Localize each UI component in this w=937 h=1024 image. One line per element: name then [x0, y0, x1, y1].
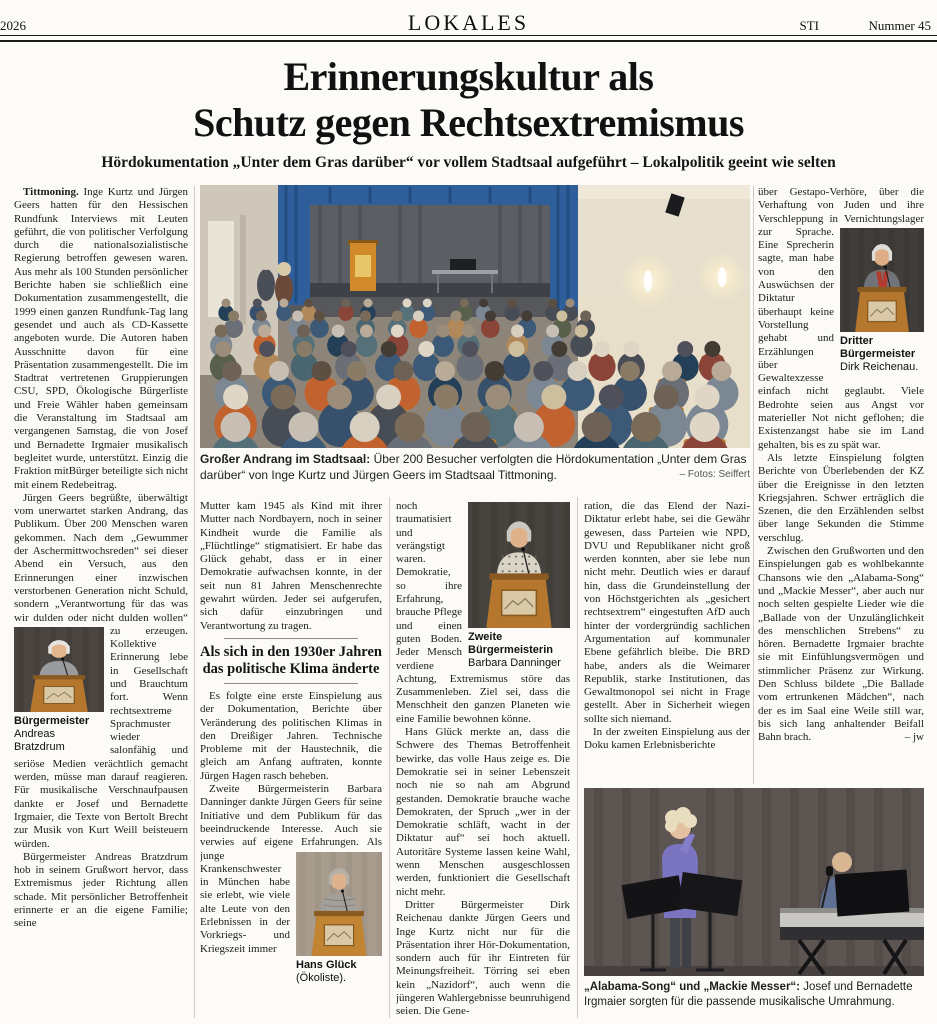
musicians-photo-illustration	[584, 788, 924, 976]
column-rule	[577, 497, 578, 1018]
speaker-portrait-illustration	[14, 627, 104, 712]
paragraph-text: Jürgen Geers begrüßte, überwältigt vom unerwartet starken Andrang, das Publikum. Über 200 Menschen waren gekommen. Nach dem „Gewummer der Aschermittwochsreden“ sei dieser Abend ein Versuch, aus den Erinnerungen einer inzwischen verstorbenen Generation nicht Schuld, sondern „Verantwortung für das was wir dulden oder nicht	[14, 491, 188, 624]
body-paragraph: Dritter Bürgermeister Dirk Reichenau dankte Jürgen Geers und Inge Kurtz nicht nur für die Präsentation ihrer Hör-Dokumentation, sondern auch für ihr Eintreten für Meinungsfreiheit. Törring sei eben kein „Nazidorf“, auch wenn die jüngeren Wahlergebnisse beunruhigend seien. Die Gene-	[396, 898, 570, 1018]
caption-role: Zweite Bürgermeisterin	[468, 631, 553, 656]
column-3	[396, 500, 570, 1020]
paragraph-text: Zwischen den Grußworten und den Einspielungen gab es wohlbekannte Chansons wie den „Alabama-Song“ und „Mackie Messer“, aber auch nur noch selten gespielte Lieder wie die „Ballade von der Unzulänglichkeit des menschlichen Strebens“ zu hören. Bernadette Irgmaier brachte sie mit Einfühlungsvermögen und stimmlicher Präsenz zur Wirkung. Den Schluss bildete „Die Ballade vom ertrunkenen Mädchen“, nach der es im Saal eine Weile still war, bis sich lang anhaltender Beifall Bahn brach.	[758, 545, 924, 744]
bottom-photo-musicians	[584, 788, 924, 976]
column-rule	[194, 186, 195, 1018]
audience-photo-illustration	[200, 185, 750, 448]
dateline: Tittmoning.	[23, 186, 79, 198]
caption-role: Dritter Bürgermeister	[840, 334, 916, 360]
photo-caption	[840, 335, 924, 374]
column-1	[14, 186, 188, 1020]
caption-lead: „Alabama-Song“ und „Mackie Messer“:	[584, 981, 800, 993]
crosshead-title: Als sich in den 1930er Jahren das politische Klima änderte	[200, 643, 382, 677]
paragraph-text: dulden wollen“ zu erzeugen. Kollektive Erinnerung lebe in Gesellschaft und Brauchtum fort. Wenn rechtsextreme Sprachmuster wieder salonfähig und seriöse Medien verächtlich gemacht werden, müsse man darauf reagieren. Für musikalische Verschnaufpausen dankte er Josef und Bernadette Irgmaier, die Texte von Bertolt Brecht zur Musik von Kurt Weill beisteuern würden.	[14, 611, 188, 850]
body-paragraph	[14, 492, 188, 851]
header-rule-bottom	[0, 40, 937, 42]
body-paragraph: Hans Glück merkte an, dass die Schwere des Themas Betroffenheit bewirke, das volle Haus zeige es. Die Demokratie sei in seiner Lebenszeit noch nie so nah am Abgrund gestanden. Demokratie brauche wache Demokraten, der Spruch „wer in der Demokratie schläft, wacht in der Diktatur auf“ sei hoch aktuell. Autoritäre Systeme lassen keine Wahl, wenn Menschen ausgeschlossen werden, funktioniert die Gesellschaft nicht mehr.	[396, 726, 570, 898]
caption-role: Bürgermeister	[14, 714, 90, 727]
headline-line1: Erinnerungskultur als	[283, 54, 654, 99]
main-photo-caption	[200, 452, 750, 483]
body-paragraph: ration, die das Elend der Nazi-Diktatur erlebt habe, sei die Gewähr gewesen, dass Parteien wie NPD, DVU und Republikaner nicht groß werden konnten, aber sie lebe nun nicht mehr. Deutlich wies er darauf hin, dass die Grundeinstellung der von Höchstgerichten als „gesichert rechtsextrem“ eingestuften AfD auch hinter der vordergründig sachlichen Argumentation auf kommunaler Ebene gefährlich bleibe. Die BRD habe, anders als die Weimarer Republik, starke Institutionen, das Gewaltmonopol sei nicht in Frage gestellt. Aber in Sicherheit wiegen sollte sich niemand.	[584, 500, 750, 725]
caption-lead: Großer Andrang im Stadtsaal:	[200, 452, 371, 466]
photo-dirk-reichenau	[840, 228, 924, 374]
photo-caption	[14, 715, 104, 754]
header-rule-top	[0, 35, 937, 36]
photo-caption	[296, 959, 382, 985]
photo-andreas-bratzdrum	[14, 627, 104, 754]
body-paragraph	[396, 500, 570, 726]
body-paragraph: Als letzte Einspielung folgten Berichte von Überlebenden der KZ über die Ereignisse in den letzten Kriegsjahren. Schwer erträglich die Szenen, die den Erzählenden selbst über lange Sekunden die Stimme verschlug.	[758, 451, 924, 544]
column-rule	[753, 186, 754, 784]
body-paragraph	[200, 783, 382, 984]
body-paragraph: Mutter kam 1945 als Kind mit ihrer Mutter nach Nordbayern, noch in seiner Kindheit wurde die Familie als „Flüchtlinge“ stigmatisiert. Er habe das Glück gehabt, dass er in einer Demokratie aufwachsen konnte, in der seit nun 81 Jahren Menschenrechte gewahrt würden. Jeder sei aufgerufen, sich dafür einzubringen und Verantwortung zu tragen.	[200, 500, 382, 632]
paragraph-text: noch traumatisiert und verängstigt waren. Demokratie, so ihre Erfahrung, brauche Pflege und einen guten Boden. Jeder Mensch verdiene Achtung, Extremismus störe das Zusammenleben. Ziel sei, dass die Menschheit den ganzen Planeten wie eine Familie bewohnen könne.	[396, 500, 570, 725]
column-rule	[389, 497, 390, 1018]
caption-name: Andreas Bratzdrum	[14, 727, 65, 753]
photo-credit: – Fotos: Seiffert	[679, 468, 750, 480]
author-initials: – jw	[904, 731, 924, 744]
main-photo-audience	[200, 185, 750, 448]
caption-name: Dirk Reichenau.	[840, 360, 919, 373]
caption-text: Über 200 Besucher verfolgten die Hördokumentation „Unter dem Gras darüber“ von Inge Kurtz und Jürgen Geers im Stadtsaal Tittmoning.	[200, 452, 747, 482]
paper-code: STI	[799, 18, 819, 33]
body-paragraph	[758, 186, 924, 452]
caption-role: (Ökoliste).	[296, 971, 347, 984]
crosshead-rule	[224, 683, 359, 684]
body-paragraph	[758, 545, 924, 744]
article-headline	[0, 54, 937, 146]
speaker-portrait-illustration	[468, 502, 570, 628]
body-paragraph: Es folgte eine erste Einspielung aus der Dokumentation, Berichte über Veränderung des politischen Klimas in den Dreißiger Jahren. Technische Probleme mit der Haustechnik, die gleich am Anfang auftraten, konnte Jürgen Hagen rasch beheben.	[200, 689, 382, 782]
caption-name: Hans Glück	[296, 958, 357, 971]
photo-caption	[468, 631, 570, 670]
caption-name: Barbara Danninger	[468, 657, 561, 669]
speaker-portrait-illustration	[296, 852, 382, 956]
paragraph-text: Als junge Krankenschwester in München habe sie erlebt, wie viele alte Leute von den Erlebnissen in der Vorkriegs- und Kriegszeit immer	[200, 836, 382, 955]
section-title: LOKALES	[407, 10, 530, 35]
article-deck: Hördokumentation „Unter dem Gras darüber“ vor vollem Stadtsaal aufgeführt – Lokalpolitik geeint wie selten	[101, 154, 836, 171]
body-paragraph	[14, 186, 188, 492]
issue-number: Nummer 45	[868, 18, 931, 33]
paragraph-text: Inge Kurtz und Jürgen Geers hatten für den Hessischen Rundfunk Interviews mit Leuten geführt, die von politischer Verfolgung durch die nationalsozialistische Regierung betroffen gewesen waren. Aus mehr als 100 Stunden persönlicher Berichte haben sie schließlich eine Dokumentation zusammengestellt, die 1999 einen ganzen Rundfunk-Tag lang gesendet und auch als CD-Kassette angeboten wurde. Die Autoren haben Ausschnitte davon für eine Präsentation zusammengestellt. Die im Stadtrat vertretenen Gruppierungen CSU, SPD, Ökologische Bürgerliste und Freie Wähler haben gemeinsam die Veranstaltung im Stadtsaal am vergangenen Samstag, die von Josef und Bernadette Irgmaier musikalisch begleitet wurde, unterstützt. Einzig die Fraktion mitBürger beteiligte sich nicht mit einem Redebeitrag.	[14, 186, 188, 491]
caption-text: Josef und Bernadette Irgmaier sorgten für die passende musikalische Umrahmung.	[584, 981, 913, 1008]
paragraph-text: Zweite Bürgermeisterin Barbara Danninger dankte Jürgen Geers für seine Initiative und dem Publikum für das beeindruckende Interesse. Auch sie verwies auf eigene Erfahrungen.	[200, 783, 382, 849]
crosshead-rule	[224, 638, 359, 639]
column-2	[200, 500, 382, 1020]
page-edition: 2026	[0, 18, 26, 33]
photo-barbara-danninger	[468, 502, 570, 670]
paragraph-text: über Gestapo-Verhöre, über die Verhaftung von Juden und ihre Verschleppung in Vernichtungslager zur Sprache.	[758, 186, 924, 238]
crosshead	[200, 638, 382, 684]
headline-line2: Schutz gegen Rechtsextremismus	[193, 100, 744, 145]
body-paragraph: Bürgermeister Andreas Bratzdrum hob in seinem Grußwort hervor, dass Extremismus jeder Richtung allen schade. Mit persönlicher Betroffenheit erinnerte er an die eigene Familie; seine	[14, 850, 188, 930]
speaker-portrait-illustration	[840, 228, 924, 332]
column-4	[584, 500, 750, 784]
photo-hans-glueck	[296, 852, 382, 985]
column-5	[758, 186, 924, 784]
paragraph-text: Eine Sprecherin sagte, man habe von den Auswüchsen der Diktatur überhaupt keine Vorstellung gehabt und Erzählungen über Gewaltexzesse einfach nicht geglaubt. Viele Bedrohte seien aus Angst vor materieller Not nicht geflohen; die Existenzangst habe sie im Land gehalten, bis es zu spät war.	[758, 239, 924, 451]
bottom-photo-caption	[584, 980, 924, 1009]
body-paragraph: In der zweiten Einspielung aus der Doku kamen Erlebnisberichte	[584, 726, 750, 752]
